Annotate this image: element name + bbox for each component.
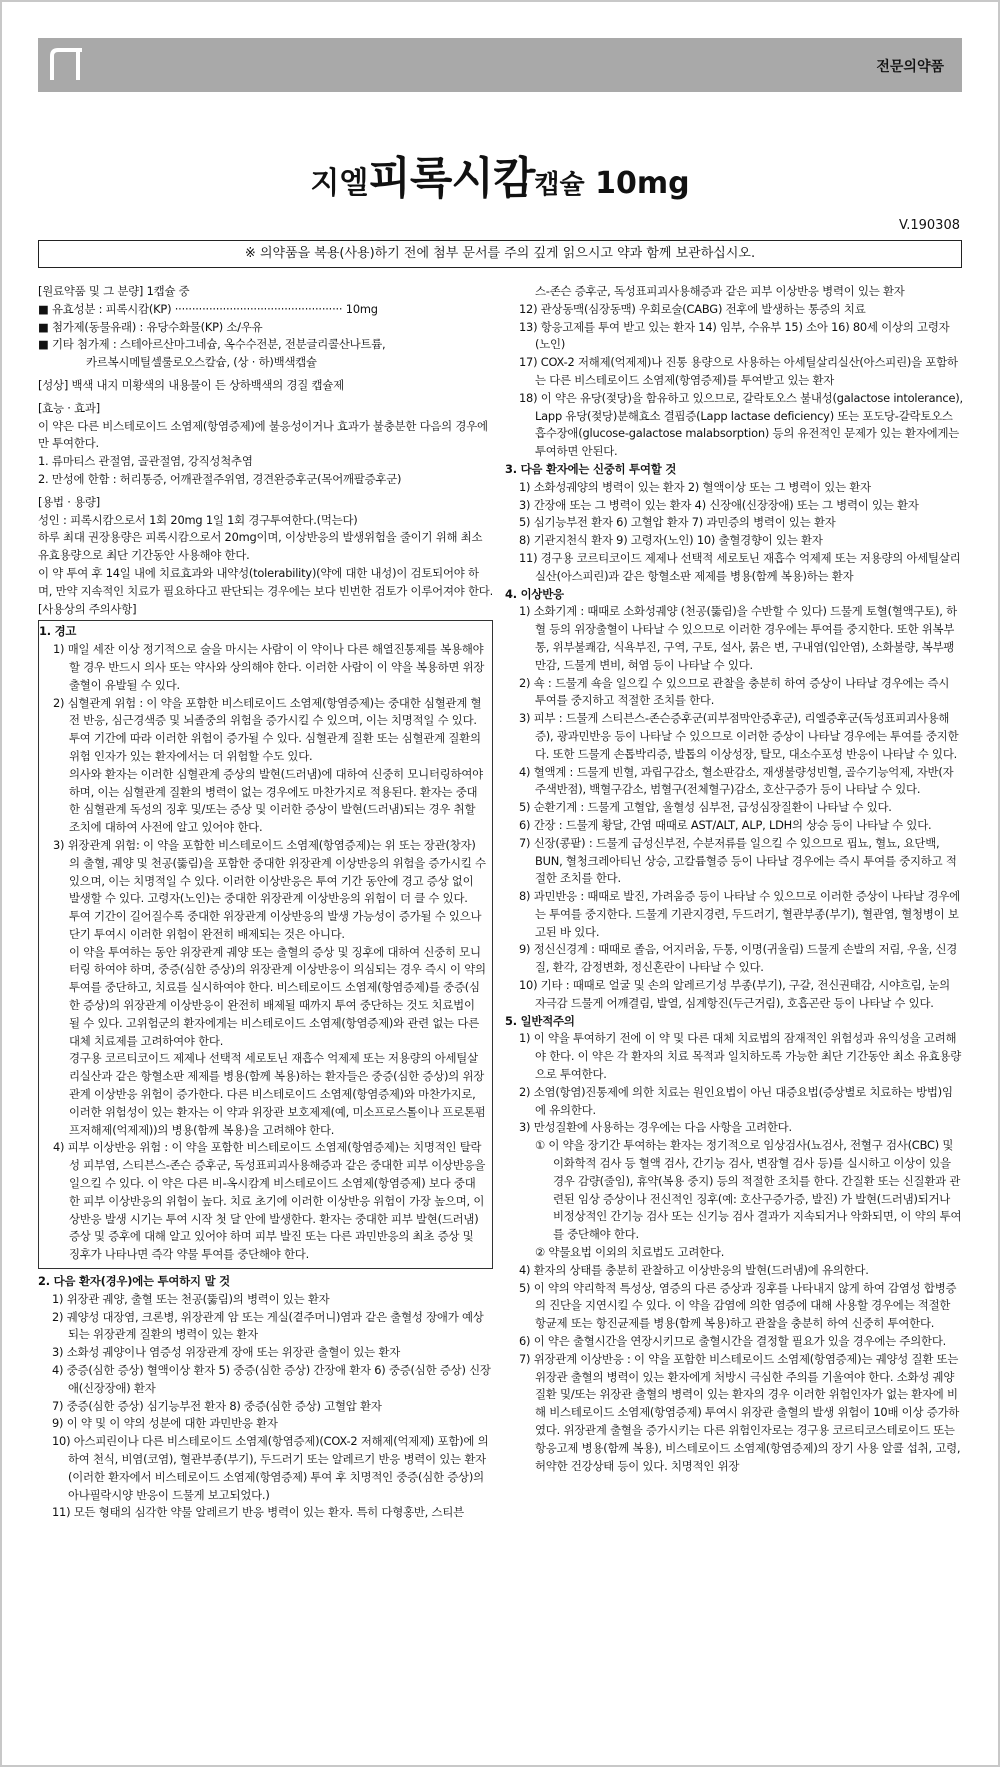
version-label: V.190308 [899, 218, 960, 233]
title-drug-name: 피록시캄 [368, 153, 535, 204]
left-column-top [38, 283, 493, 618]
contraindication-paragraph: 4) 중증(심한 증상) 혈액이상 환자 5) 중증(심한 증상) 간장애 환자 6) 중증(심한 증상) 신장애(신장장애) 환자 [52, 1363, 491, 1395]
left-paragraph: 2. 만성에 한함 : 허리통증, 어깨관절주위염, 경견완증후군(목어깨팔증후군) [38, 471, 402, 486]
contraindication-paragraph: 9) 이 약 및 이 약의 성분에 대한 과민반응 환자 [52, 1416, 278, 1431]
left-paragraph: ■ 유효성분 : 피록시캄(KP) ················································· 10mg [38, 301, 378, 316]
right-paragraph: ① 이 약을 장기간 투여하는 환자는 정기적으로 임상검사(뇨검사, 전혈구 검사(CBC) 및 이화학적 검사 등 혈액 검사, 간기능 검사, 변잠혈 검사 등)를 실시하고 이상이 있을 경우 감량(줄임), 휴약(복용 중지) 등의 적절한 조치를 한다. 간질환 또는 신질환과 관련된 임상 증상이나 전신적인 징후(예: 호산구증가증, 발진) 가 발현(드러냄)되거나 비정상적인 간기능 검사 또는 신기능 검사 결과가 지속되거나 악화되면, 이 약의 투여를 중단해야 한다. [535, 1138, 962, 1242]
contraindication-paragraph: 10) 아스피린이나 다른 비스테로이드 소염제(항염증제)(COX-2 저해제(억제제) 포함)에 의하여 천식, 비염(코염), 혈관부종(부기), 두드러기 또는 알레르기 반응 병력이 있는 환자(이러한 환자에서 비스테로이드 소염제(항염증제) 투여 후 치명적인 중증(심한 증상)의 아나필락시양 반응이 드물게 보고되었다.) [52, 1434, 489, 1502]
warning-paragraph: 이 약을 투여하는 동안 위장관계 궤양 또는 출혈의 증상 및 징후에 대하여 신중히 모니터링 하여야 하며, 중증(심한 증상)의 위장관계 이상반응이 의심되는 경우 즉시 이 약의 투여를 중단하고, 치료를 실시하여야 한다. 비스테로이드 소염제(항염증제)를 중증(심한 증상)의 위장관계 이상반응이 완전히 배제될 때까지 투여 중단하는 것도 치료법이 될 수 있다. 고위험군의 환자에게는 비스테로이드 소염제(항염증제)와 관련 없는 다른 대체 치료제를 고려하여야 한다. [69, 944, 486, 1048]
contraindication-paragraph: 2) 궤양성 대장염, 크론병, 위장관계 암 또는 게실(곁주머니)염과 같은 출혈성 장애가 예상되는 위장관계 질환의 병력이 있는 환자 [52, 1309, 484, 1342]
right-paragraph: 5. 일반적주의 [505, 1013, 575, 1028]
contraindications-section [38, 1273, 493, 1522]
right-paragraph: 4) 환자의 상태를 충분히 관찰하고 이상반응의 발현(드러냄)에 유의한다. [519, 1262, 869, 1277]
left-paragraph: ■ 첨가제(동물유래) : 유당수화물(KP) 소/우유 [38, 319, 263, 334]
warning-paragraph: 1) 매일 세잔 이상 정기적으로 술을 마시는 사람이 이 약이나 다른 해열진통제를 복용해야 할 경우 반드시 의사 또는 약사와 상의해야 한다. 이러한 사람이 이 약을 복용하면 위장 출혈이 유발될 수 있다. [53, 642, 485, 692]
title-strength: 10mg [584, 166, 690, 201]
contraindication-paragraph: 3) 소화성 궤양이나 염증성 위장관계 장애 또는 위장관 출혈이 있는 환자 [52, 1345, 400, 1360]
left-paragraph: [효능 · 효과] [38, 400, 100, 415]
left-paragraph: [성상] 백색 내지 미황색의 내용물이 든 상하백색의 경질 캡슐제 [38, 377, 344, 392]
warning-paragraph: 4) 피부 이상반응 위험 : 이 약을 포함한 비스테로이드 소염제(항염증제)는 치명적인 탈락성 피부염, 스티븐스-존슨 증후군, 독성표피괴사용해증과 같은 중대한 피부 이상반응을 일으킬 수 있다. 이 약은 다른 비-옥시캄계 비스테로이드 소염제(항염증제) 보다 중대한 피부 이상반응의 위험이 높다. 치료 초기에 이러한 이상반응 위험이 가장 높으며, 이상반응 발생 시기는 투여 시작 첫 달 안에 발생한다. 환자는 중대한 피부 발현(드러냄) 증상 및 증후에 대해 알고 있어야 하며 피부 발진 또는 다른 과민반응의 최초 증상 및 징후가 나타나면 즉각 약물 투여를 중단해야 한다. [53, 1140, 486, 1262]
header-banner [38, 38, 962, 92]
right-paragraph: 8) 과민반응 : 때때로 발진, 가려움증 등이 나타날 수 있으므로 이러한 증상이 나타날 경우에는 투여를 중지한다. 드물게 기관지경련, 두드러기, 혈관부종(부기), 혈관염, 혈청병이 보고된 바 있다. [519, 889, 960, 939]
warning-paragraph: 1. 경고 [39, 624, 77, 639]
contraindication-paragraph: 2. 다음 환자(경우)에는 투여하지 말 것 [38, 1274, 230, 1289]
left-paragraph: [용법 · 용량] [38, 494, 100, 509]
warning-paragraph: 투여 기간이 길어질수록 중대한 위장관계 이상반응의 발생 가능성이 증가될 수 있으나 단기 투여시 이러한 위험이 완전히 배제되는 것은 아니다. [69, 909, 482, 941]
right-paragraph: 11) 경구용 코르티코이드 제제나 선택적 세로토닌 재흡수 억제제 또는 저용량의 아세틸살리실산(아스피린)과 같은 항혈소판 제제를 병용(함께 복용)하는 환자 [519, 550, 961, 583]
warning-paragraph: 3) 위장관계 위험: 이 약을 포함한 비스테로이드 소염제(항염증제)는 위 또는 장관(창자)의 출혈, 궤양 및 천공(뚫림)을 포함한 중대한 위장관계 이상반응의 위험을 증가시킬 수 있으며, 이는 치명적일 수 있다. 이러한 이상반응은 투여 기간 동안에 경고 증상 없이 발생할 수 있다. 고령자(노인)는 중대한 위장관계 이상반응의 위험이 더 클 수 있다. [53, 837, 486, 906]
warning-paragraph: 의사와 환자는 이러한 심혈관계 증상의 발현(드러냄)에 대하여 신중히 모니터링하여야 하며, 이는 심혈관계 질환의 병력이 없는 경우에도 마찬가지로 적용된다. 환자는 중대한 심혈관계 독성의 징후 및/또는 증상 및 이러한 증상이 발현(드러냄)되는 경우 취할 조치에 대하여 사전에 알고 있어야 한다. [69, 766, 483, 835]
right-paragraph: 17) COX-2 저해제(억제제)나 진통 용량으로 사용하는 아세틸살리실산(아스피린)을 포함하는 다른 비스테로이드 소염제(항염증제)를 투여받고 있는 환자 [519, 355, 958, 387]
right-paragraph: 1) 소화성궤양의 병력이 있는 환자 2) 혈액이상 또는 그 병력이 있는 환자 [519, 479, 871, 494]
right-paragraph: 3. 다음 환자에는 신중히 투여할 것 [505, 461, 677, 476]
contraindication-paragraph: 7) 중증(심한 증상) 심기능부전 환자 8) 중증(심한 증상) 고혈압 환자 [52, 1398, 382, 1413]
contraindication-paragraph: 11) 모든 형태의 심각한 약물 알레르기 반응 병력이 있는 환자. 특히 다형홍반, 스티븐 [52, 1505, 464, 1520]
left-paragraph: 1. 류마티스 관절염, 골관절염, 강직성척추염 [38, 454, 253, 469]
left-paragraph: 이 약 투여 후 14일 내에 치료효과와 내약성(tolerability)(약에 대한 내성)이 검토되어야 하며, 만약 지속적인 치료가 필요하다고 판단되는 경우에는 보다 빈번한 검토가 이루어져야 한다. [38, 565, 493, 598]
title-brand-prefix: 지엘 [310, 166, 369, 201]
left-column [38, 283, 493, 1522]
right-paragraph: ② 약물요법 이외의 치료법도 고려한다. [535, 1245, 725, 1260]
right-paragraph: 7) 신장(콩팥) : 드물게 급성신부전, 수분저류를 일으킬 수 있으므로 핍뇨, 혈뇨, 요단백, BUN, 혈청크레아티닌 상승, 고칼륨혈증 등이 나타날 경우에는 즉시 투여를 중지하고 적절한 조치를 한다. [519, 835, 957, 886]
left-paragraph: ■ 기타 첨가제 : 스테아르산마그네슘, 옥수수전분, 전분글리콜산나트륨, [38, 337, 386, 352]
right-paragraph: 9) 정신신경계 : 때때로 졸음, 어지러움, 두통, 이명(귀울림) 드물게 손발의 저림, 우울, 신경질, 환각, 감정변화, 정신혼란이 나타날 수 있다. [519, 942, 958, 975]
right-paragraph: 6) 간장 : 드물게 황달, 간염 때때로 AST/ALT, ALP, LDH의 상승 등이 나타날 수 있다. [519, 817, 932, 832]
right-paragraph: 2) 소염(항염)진통제에 의한 치료는 원인요법이 아닌 대증요법(증상별로 치료하는 방법)임에 유의한다. [519, 1084, 953, 1117]
right-paragraph: 3) 만성질환에 사용하는 경우에는 다음 사항을 고려한다. [519, 1120, 792, 1135]
left-paragraph: [원료약품 및 그 분량] 1캡슐 중 [38, 284, 190, 298]
title-dosage-form: 캡슐 [534, 170, 585, 200]
right-paragraph: 3) 피부 : 드물게 스티븐스-존슨증후군(피부점막안증후군), 리엘증후군(독성표피괴사용해증), 광과민반응 등이 나타날 수 있으므로 이러한 증상이 나타날 경우에는 투여를 중지한다. 또한 드물게 손톱박리증, 발톱의 이상성장, 탈모, 대소수포성 반응이 나타날 수 있다. [519, 711, 959, 761]
notice-box: ※ 의약품을 복용(사용)하기 전에 첨부 문서를 주의 깊게 읽으시고 약과 함께 보관하십시오. [38, 240, 962, 268]
contraindication-paragraph: 1) 위장관 궤양, 출혈 또는 천공(뚫림)의 병력이 있는 환자 [52, 1291, 330, 1306]
right-paragraph: 4. 이상반응 [505, 586, 564, 601]
right-paragraph: 7) 위장관계 이상반응 : 이 약을 포함한 비스테로이드 소염제(항염증제)는 궤양성 질환 또는 위장관 출혈의 병력이 있는 환자에게 처방시 극심한 주의를 기울여야 한다. 소화성 궤양 질환 및/또는 위장관 출혈의 병력이 있는 환자의 경우 이러한 위험인자가 없는 환자에 비해 비스테로이드 소염제(항염증제) 투여시 위장관 출혈의 발생 위험이 10배 이상 증가하였다. 위장관계 출혈을 증가시키는 다른 위험인자로는 경구용 코르티코스테로이드 또는 항응고제 병용(함께 복용), 비스테로이드 소염제(항염증제)의 장기 사용 알콜 섭취, 고령, 허약한 건강상태 등이 있다. 치명적인 위장 [519, 1351, 961, 1473]
right-paragraph: 스-존슨 증후군, 독성표피괴사용해증과 같은 피부 이상반응 병력이 있는 환자 [535, 284, 905, 298]
left-paragraph: 성인 : 피록시캄으로서 1회 20mg 1일 1회 경구투여한다.(먹는다) [38, 512, 358, 527]
right-paragraph: 12) 관상동맥(심장동맥) 우회로술(CABG) 전후에 발생하는 통증의 치료 [519, 301, 866, 316]
right-paragraph: 1) 이 약을 투여하기 전에 이 약 및 다른 대체 치료법의 잠재적인 위험성과 유익성을 고려해야 한다. 이 약은 각 환자의 치료 목적과 일치하도록 가능한 최단 기간동안 최소 유효용량으로 투여한다. [519, 1031, 962, 1082]
left-paragraph: 이 약은 다른 비스테로이드 소염제(항염증제)에 불응성이거나 효과가 불충분한 다음의 경우에만 투여한다. [38, 418, 488, 451]
page-title [0, 142, 1000, 206]
right-paragraph: 18) 이 약은 유당(젖당)을 함유하고 있으므로, 갈락토오스 불내성(galactose intolerance), Lapp 유당(젖당)분해효소 결핍증(Lapp lactase deficiency) 또는 포도당-갈락토오스 흡수장애(glucose-galactose malabsorption) 등의 유전적인 문제가 있는 환자에게는 투여하면 안된다. [519, 390, 963, 459]
warning-box [38, 620, 493, 1269]
right-paragraph: 5) 이 약의 약리학적 특성상, 염증의 다른 증상과 징후를 나타내지 않게 하여 감염성 합병증의 진단을 지연시킬 수 있다. 이 약을 감염에 의한 염증에 대해 사용할 경우에는 적절한 항균제 또는 항진균제를 병용(함께 복용)하고 관찰을 충분히 하여 신중히 투여한다. [519, 1280, 957, 1331]
right-paragraph: 5) 순환기계 : 드물게 고혈압, 울혈성 심부전, 급성심장질환이 나타날 수 있다. [519, 800, 892, 815]
right-paragraph: 2) 쇽 : 드물게 쇽을 일으킬 수 있으므로 관찰을 충분히 하여 증상이 나타날 경우에는 즉시 투여를 중지하고 적절한 조치를 한다. [519, 675, 950, 708]
right-paragraph: 4) 혈액계 : 드물게 빈혈, 과립구감소, 혈소판감소, 재생불량성빈혈, 골수기능억제, 자반(자주색반점), 백혈구감소, 범혈구(전체혈구)감소, 호산구증가 등이 나타날 수 있다. [519, 764, 954, 797]
left-paragraph: 카르복시메틸셀룰로오스칼슘, (상 · 하)백색캡슐 [86, 355, 317, 370]
right-paragraph: 5) 심기능부전 환자 6) 고혈압 환자 7) 과민증의 병력이 있는 환자 [519, 515, 836, 530]
right-paragraph: 6) 이 약은 출혈시간을 연장시키므로 출혈시간을 결정할 필요가 있을 경우에는 주의한다. [519, 1334, 947, 1349]
warning-paragraph: 경구용 코르티코이드 제제나 선택적 세로토닌 재흡수 억제제 또는 저용량의 아세틸살리실산과 같은 항혈소판 제제를 병용(함께 복용)하는 환자들은 중증(심한 증상)의 위장관계 이상반응 위험이 증가한다. 다른 비스테로이드 소염제(항염증제)와 마찬가지로, 이러한 위험성이 있는 환자는 이 약과 위장관 보호제제(예, 미소프로스톨이나 프로톤펌프저해제(억제제))의 병용(함께 복용)을 고려해야 한다. [69, 1051, 486, 1137]
right-column [505, 283, 963, 1475]
right-column-body [505, 283, 963, 1475]
drug-category-label: 전문의약품 [876, 59, 944, 75]
right-paragraph: 3) 간장애 또는 그 병력이 있는 환자 4) 신장애(신장장애) 또는 그 병력이 있는 환자 [519, 497, 919, 512]
right-paragraph: 8) 기관지천식 환자 9) 고령자(노인) 10) 출혈경향이 있는 환자 [519, 533, 823, 548]
left-paragraph: 하루 최대 권장용량은 피록시캄으로서 20mg이며, 이상반응의 발생위험을 줄이기 위해 최소 유효용량으로 최단 기간동안 사용해야 한다. [38, 530, 483, 563]
warning-paragraph: 2) 심혈관계 위험 : 이 약을 포함한 비스테로이드 소염제(항염증제)는 중대한 심혈관계 혈전 반응, 심근경색증 및 뇌졸중의 위험을 증가시킬 수 있으며, 이는 치명적일 수 있다. 투여 기간에 따라 이러한 위험이 증가될 수 있다. 심혈관계 질환 또는 심혈관계 질환의 위험 인자가 있는 환자에서는 더 위험할 수도 있다. [53, 695, 482, 763]
right-paragraph: 13) 항응고제를 투여 받고 있는 환자 14) 임부, 수유부 15) 소아 16) 80세 이상의 고령자(노인) [519, 319, 950, 352]
right-paragraph: 1) 소화기계 : 때때로 소화성궤양 (천공(뚫림)을 수반할 수 있다) 드물게 토혈(혈액구토), 하혈 등의 위장출혈이 나타날 수 있으므로 이러한 경우에는 투여를 중지한다. 또한 위복부통, 위부불쾌감, 식욕부진, 구역, 구토, 설사, 묽은 변, 구내염(입안염), 소화불량, 복부팽만감, 드물게 변비, 혀염 등이 나타날 수 있다. [519, 604, 957, 672]
right-paragraph: 10) 기타 : 때때로 얼굴 및 손의 알레르기성 부종(부기), 구갈, 전신권태감, 시야흐림, 눈의 자극감 드물게 어깨결림, 발열, 심계항진(두근거림), 호흡곤란 등이 나타날 수 있다. [519, 978, 950, 1010]
document-logo-icon [48, 46, 88, 84]
left-paragraph: [사용상의 주의사항] [38, 601, 137, 616]
